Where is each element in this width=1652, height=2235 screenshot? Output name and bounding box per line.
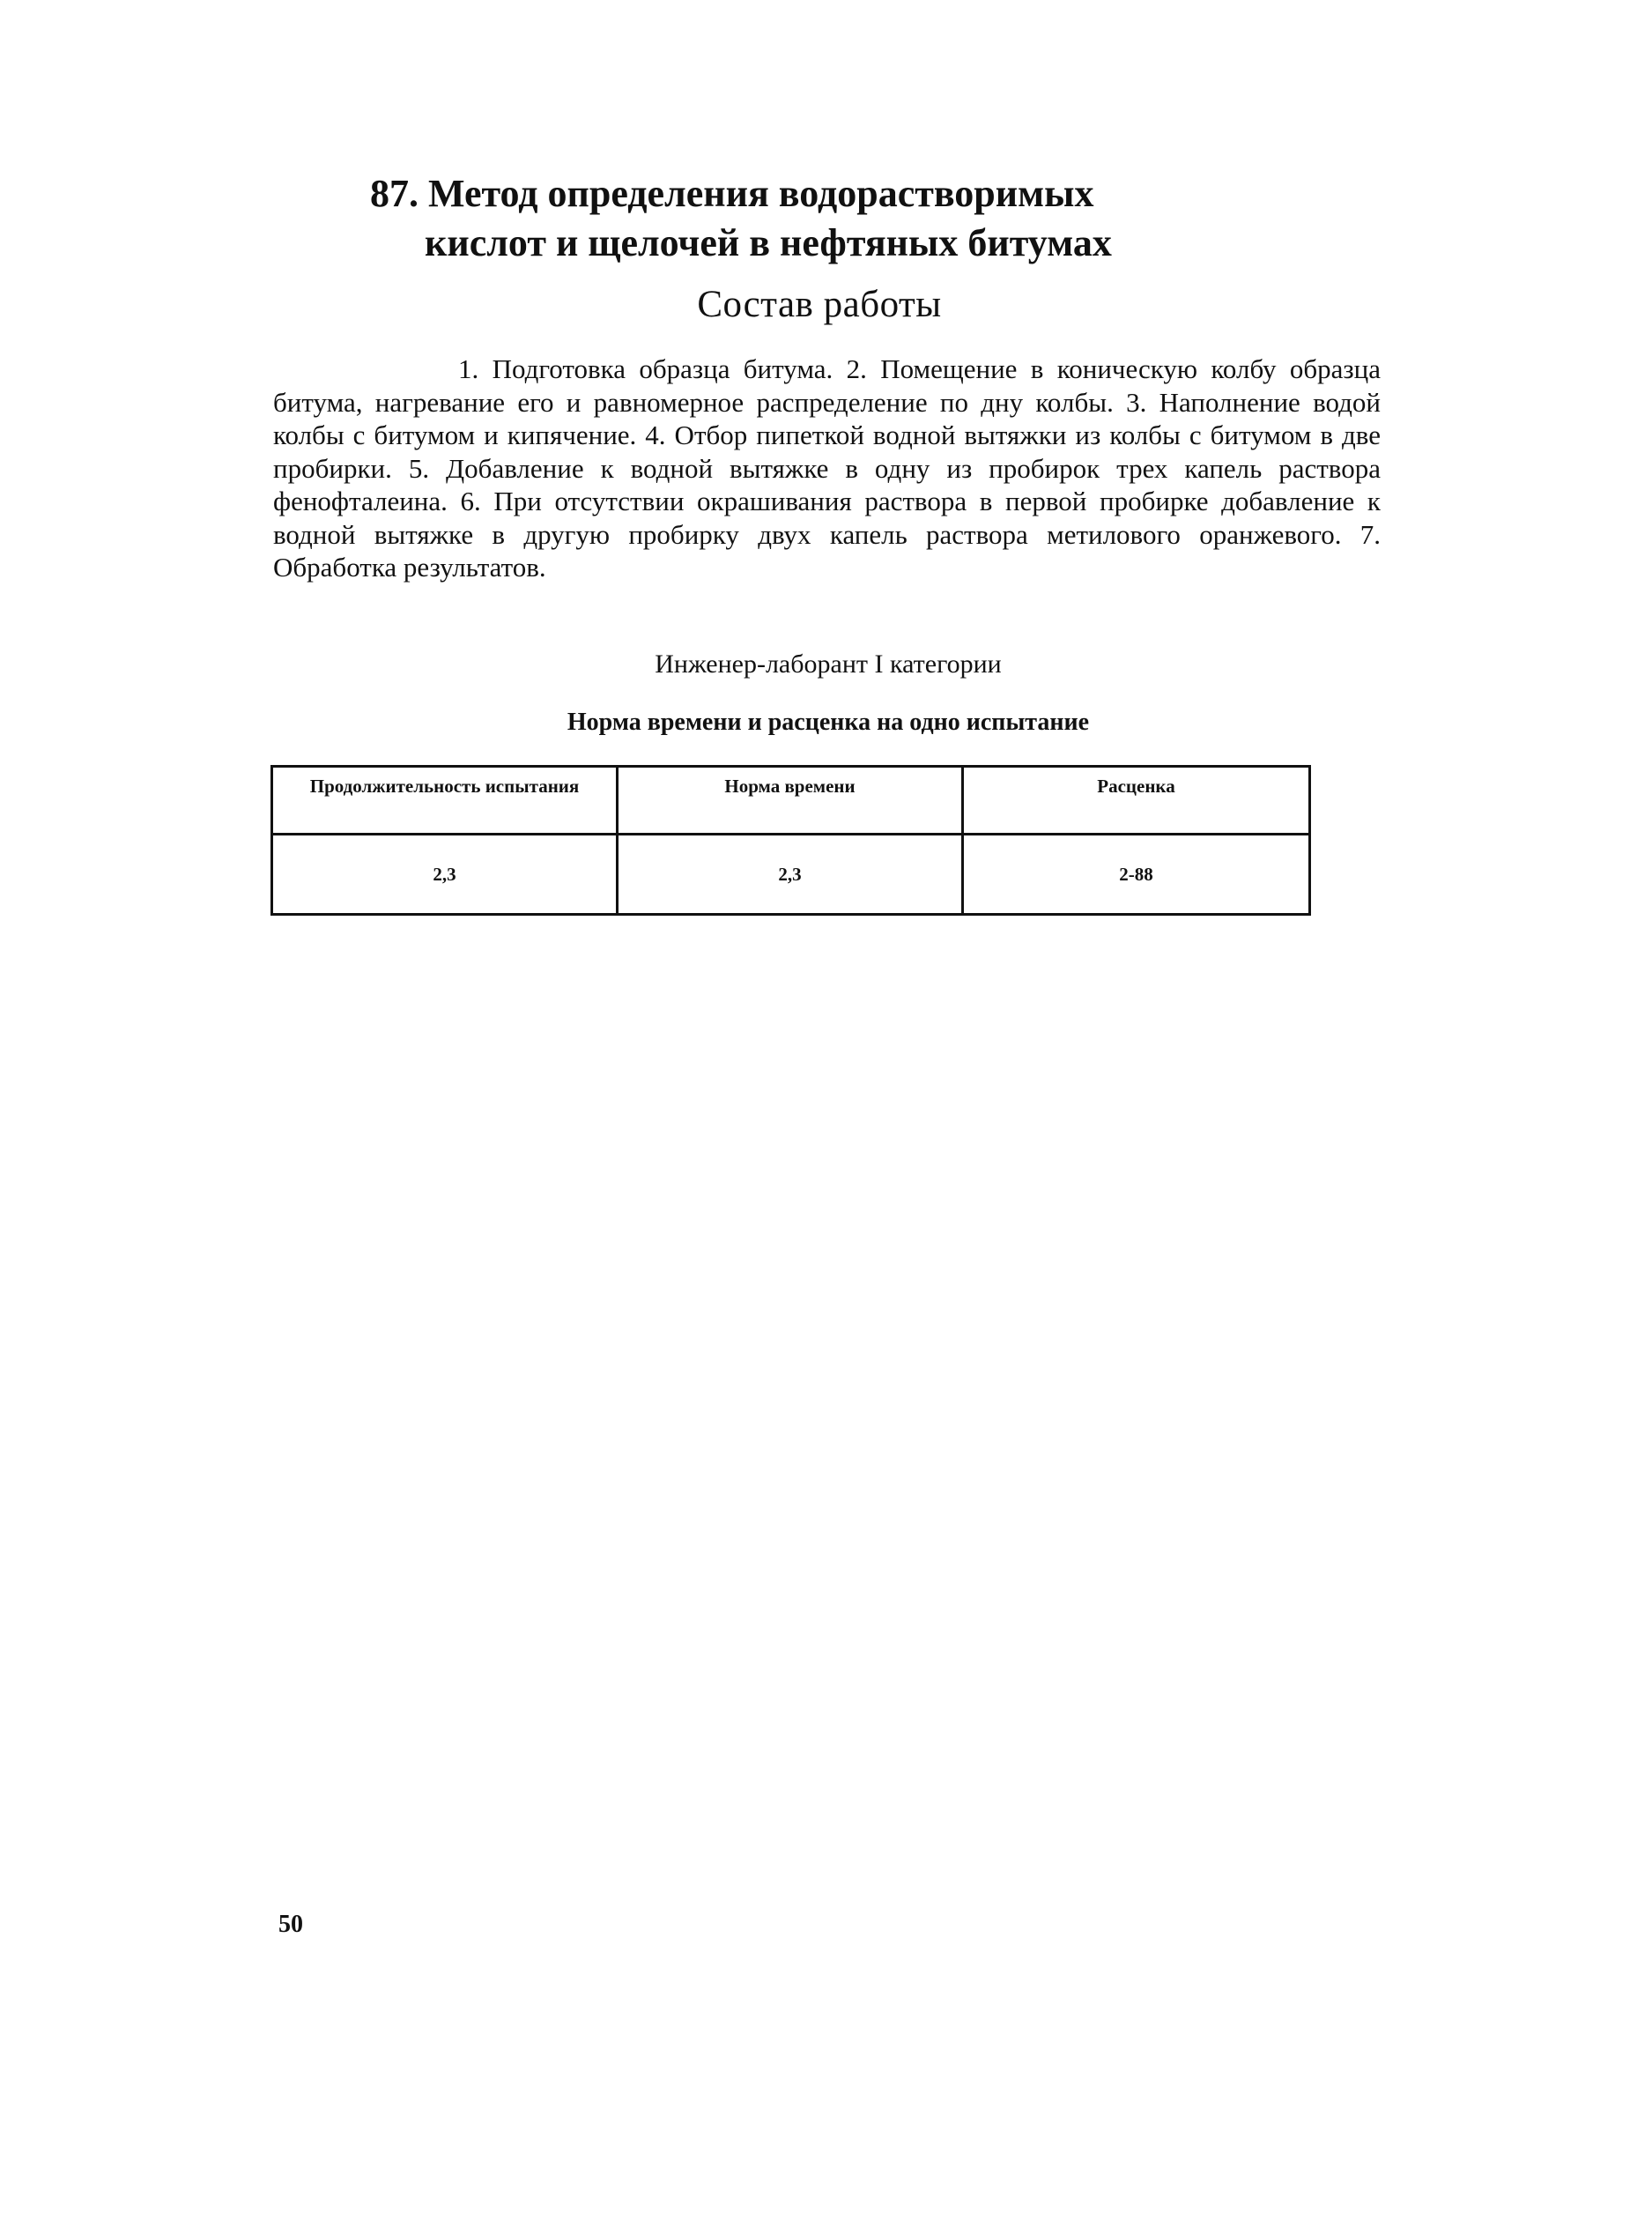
header-rate: Расценка xyxy=(963,767,1310,835)
time-norm-table xyxy=(270,765,1311,916)
section-title xyxy=(370,169,1269,268)
section-title-line-1: 87. Метод определения водорастворимых xyxy=(370,172,1094,215)
cell-time-norm: 2,3 xyxy=(618,835,963,915)
work-steps-paragraph: 1. Подготовка образца битума. 2. Помещение в коническую колбу образца битума, нагревание его и равномерное распределение по дну колбы. 3. Наполнение водой колбы с битумом и кипячение. 4. Отбор пипеткой водной вытяжки из колбы с битумом в две пробирки. 5. Добавление к водной вытяжке в одну из пробирок трех капель раствора фенофталеина. 6. При отсутствии окрашивания раствора в первой пробирке добавление к водной вытяжке в другую пробирку двух капель раствора метилового оранжевого. 7. Обработка результатов. xyxy=(273,353,1381,583)
header-time-norm: Норма времени xyxy=(618,767,963,835)
page-number: 50 xyxy=(278,1911,303,1938)
table-header-row xyxy=(272,767,1310,835)
cell-rate: 2-88 xyxy=(963,835,1310,915)
table-row xyxy=(272,835,1310,915)
table-caption: Норма времени и расценка на одно испытание xyxy=(567,709,1090,736)
header-duration: Продолжительность испытания xyxy=(272,767,618,835)
cell-duration: 2,3 xyxy=(272,835,618,915)
work-composition-heading: Состав работы xyxy=(697,284,942,325)
section-title-line-2: кислот и щелочей в нефтяных битумах xyxy=(425,221,1112,264)
performer-role: Инженер-лаборант I категории xyxy=(655,650,1002,679)
